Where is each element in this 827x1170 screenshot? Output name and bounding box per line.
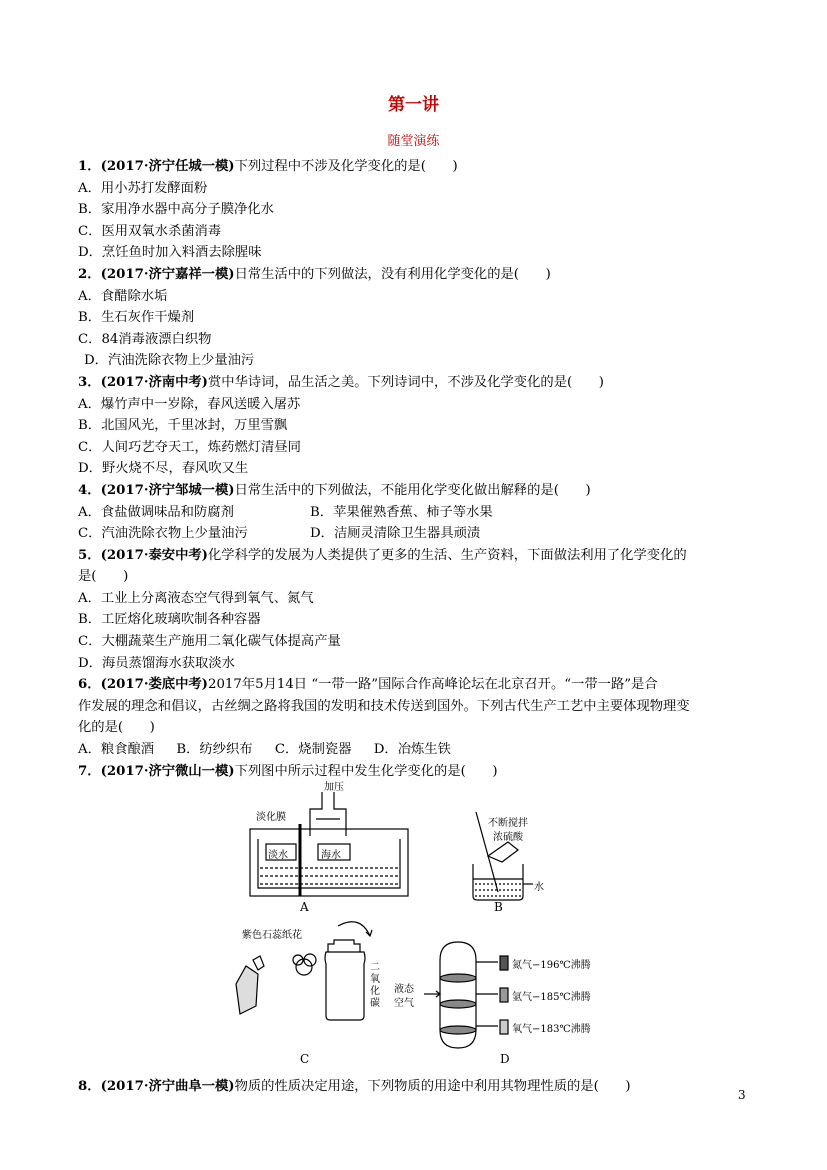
option: D．汽油洗除衣物上少量油污 xyxy=(84,353,255,369)
option: D．烹饪鱼时加入料酒去除腥味 xyxy=(78,245,262,261)
label-co2: 二氧化碳 xyxy=(370,962,380,1010)
option: D．野火烧不尽，春风吹又生 xyxy=(78,461,249,477)
option: D．冶炼生铁 xyxy=(373,742,451,758)
label-acid: 浓硫酸 xyxy=(493,832,523,844)
question-3: 3．(2017·济南中考)赏中华诗词，品生活之美。下列诗词中，不涉及化学变化的是( ) xyxy=(78,374,604,390)
label-membrane: 淡化膜 xyxy=(256,812,286,824)
label-fresh-water: 淡水 xyxy=(268,850,288,862)
label-liquid-air-2: 空气 xyxy=(394,998,414,1010)
option: D．洁厕灵清除卫生器具顽渍 xyxy=(310,526,481,542)
question-4: 4．(2017·济宁邹城一模)日常生活中的下列做法，不能用化学变化做出解释的是( ) xyxy=(78,482,591,498)
label-liquid-air-1: 液态 xyxy=(394,984,414,996)
question-2: 2．(2017·济宁嘉祥一模)日常生活中的下列做法，没有利用化学变化的是( ) xyxy=(78,266,551,282)
option: A．工业上分离液态空气得到氧气、氮气 xyxy=(78,590,314,606)
figure-d-label: D xyxy=(500,1052,510,1067)
option: B．生石灰作干燥剂 xyxy=(78,310,195,326)
question-6-cont: 化的是( ) xyxy=(78,720,155,736)
label-sea-water: 海水 xyxy=(321,850,341,862)
option: B．苹果催熟香蕉、柿子等水果 xyxy=(310,504,493,520)
question-1: 1．(2017·济宁任城一模)下列过程中不涉及化学变化的是( ) xyxy=(78,159,458,174)
label-oxygen: 氧气−183℃沸腾 xyxy=(512,1024,591,1036)
label-nitrogen: 氮气−196℃沸腾 xyxy=(512,960,591,972)
figure-d-column xyxy=(424,942,508,1048)
option: A．食盐做调味品和防腐剂 xyxy=(78,504,234,520)
option: B．纺纱织布 xyxy=(176,742,253,758)
question-5-cont: 是( ) xyxy=(78,569,129,585)
option-row xyxy=(78,502,750,524)
option: A．用小苏打发酵面粉 xyxy=(78,180,208,196)
option: A．粮食酿酒 xyxy=(78,742,155,758)
option-row xyxy=(78,523,750,545)
label-stir: 不断搅拌 xyxy=(488,818,528,830)
option: B．北国风光，千里冰封，万里雪飘 xyxy=(78,418,288,434)
figure-b-label: B xyxy=(494,900,503,915)
label-water: 水 xyxy=(534,882,544,894)
page-subtitle: 随堂演练 xyxy=(387,134,440,149)
question-5: 5．(2017·泰安中考)化学科学的发展为人类提供了更多的生活、生产资料，下面做法利用了化学变化的 xyxy=(78,547,687,563)
figure-panel xyxy=(78,784,750,1076)
figure-drawings xyxy=(78,784,750,1076)
option: C．医用双氧水杀菌消毒 xyxy=(78,223,222,239)
question-8: 8．(2017·济宁曲阜一模)物质的性质决定用途，下列物质的用途中利用其物理性质的是( ) xyxy=(78,1079,631,1095)
question-7: 7．(2017·济宁微山一模)下列图中所示过程中发生化学变化的是( ) xyxy=(78,763,498,779)
question-6: 6．(2017·娄底中考)2017年5月14日 “一带一路”国际合作高峰论坛在北京召开。“一带一路”是合 xyxy=(78,677,658,693)
option: C．汽油洗除衣物上少量油污 xyxy=(78,526,248,542)
figure-c-label: C xyxy=(300,1052,310,1067)
question-6-cont: 作发展的理念和倡议，古丝绸之路将我国的发明和技术传送到国外。下列古代生产工艺中主要体现物理变 xyxy=(78,698,690,714)
label-argon: 氩气−185℃沸腾 xyxy=(512,992,591,1004)
page-title: 第一讲 xyxy=(388,95,439,115)
option: B．家用净水器中高分子膜净化水 xyxy=(78,202,274,218)
option: A．爆竹声中一岁除，春风送暖入屠苏 xyxy=(78,396,301,412)
label-flower: 紫色石蕊纸花 xyxy=(242,930,302,942)
option: C．烧制瓷器 xyxy=(274,742,352,758)
option: D．海员蒸馏海水获取淡水 xyxy=(78,655,235,671)
label-pressure: 加压 xyxy=(324,782,344,794)
option: C．人间巧艺夺天工，炼药燃灯清昼同 xyxy=(78,439,301,455)
option: C．大棚蔬菜生产施用二氧化碳气体提高产量 xyxy=(78,634,341,650)
question-list xyxy=(78,156,750,1098)
option: A．食醋除水垢 xyxy=(78,288,168,304)
page-number: 3 xyxy=(738,1088,746,1102)
option: C．84消毒液漂白织物 xyxy=(78,331,212,347)
option: B．工匠熔化玻璃吹制各种容器 xyxy=(78,612,261,628)
option-row xyxy=(78,739,750,761)
figure-a-label: A xyxy=(300,900,309,915)
